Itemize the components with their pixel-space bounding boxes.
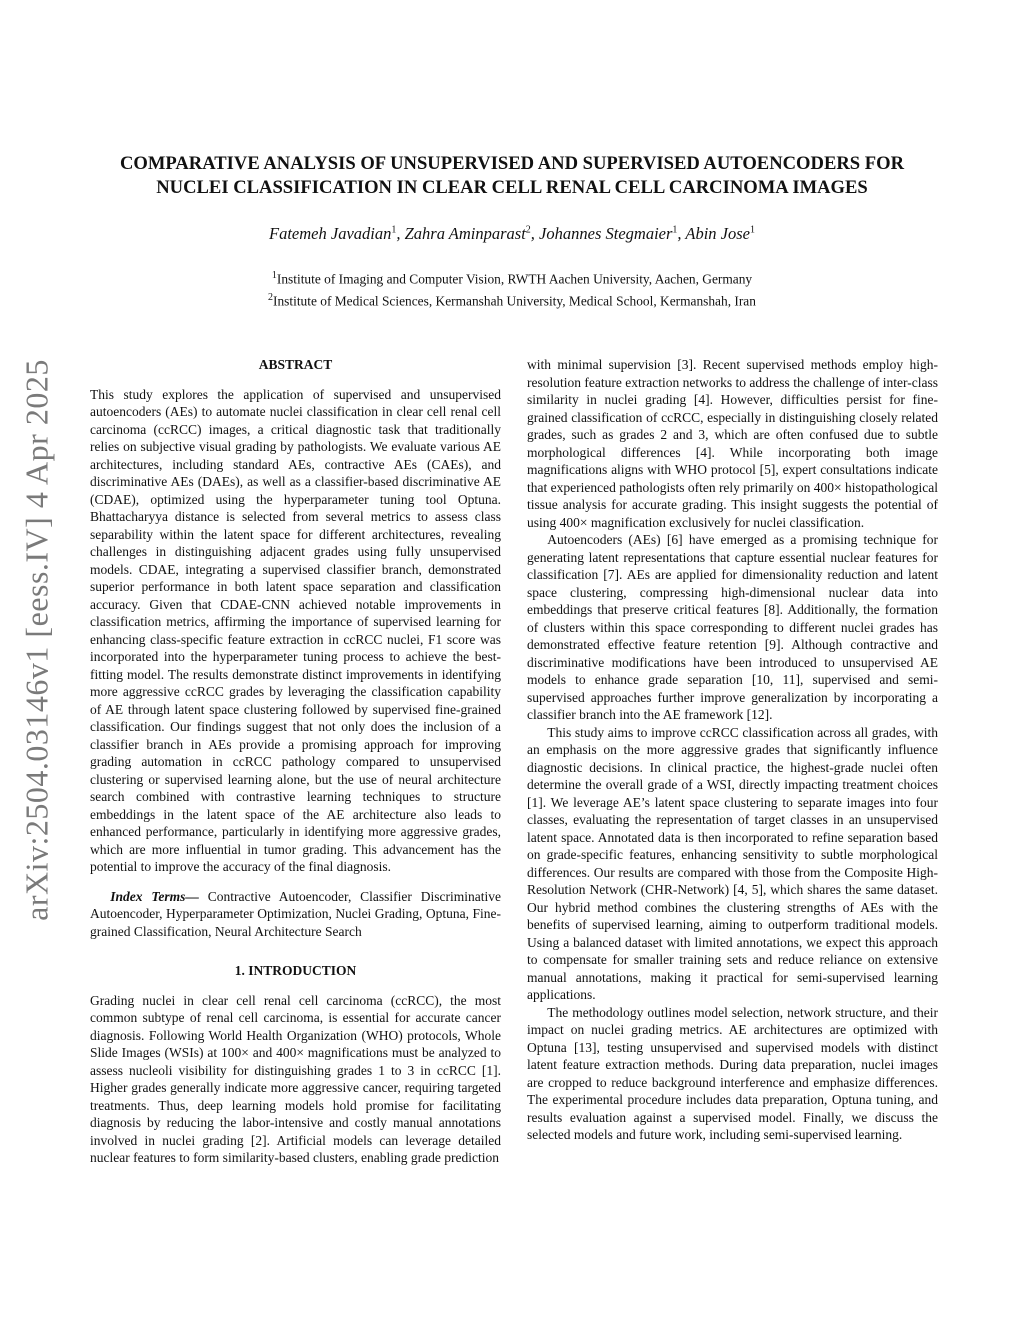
author-separator: , — [677, 224, 686, 243]
introduction-heading: 1. INTRODUCTION — [234, 963, 357, 978]
affiliation-text: Institute of Medical Sciences, Kermanshah University, Medical School, Kermanshah, Iran — [273, 293, 756, 309]
author-affiliation-mark: 2 — [525, 224, 531, 236]
intro-paragraph-3: This study aims to improve ccRCC classification across all grades, with an emphasis on the more aggressive grades that significantly influence diagnostic decisions. In clinical practice, the highest-grade nuclei often determine the overall grade of a WSI, directly impacting treatment choices [1]. We leverage AE’s latent space clustering to separate images into four classes, evaluating the representation of target classes in an unsupervised latent space. Annotated data is then incorporated to refine separation based on grade-specific features, enhancing sensitivity to subtle morphological differences. Our results are compared with those from the Composite High-Resolution Network (CHR-Network) [4, 5], which shares the same dataset. Our hybrid method combines the clustering strengths of AEs with the benefits of supervised learning, aiming to outperform traditional models. Using a balanced dataset with limited annotations, we expect this approach to compensate for smaller training sets and reduce reliance on extensive manual annotations, making it practical for semi-supervised learning applications. — [527, 724, 938, 1002]
author-separator: , — [396, 224, 405, 243]
author-affiliation-mark: 1 — [672, 224, 678, 236]
paper-title — [80, 152, 944, 200]
right-column — [527, 356, 938, 1144]
affiliation-text: Institute of Imaging and Computer Vision, RWTH Aachen University, Aachen, Germany — [276, 271, 753, 287]
left-column — [90, 356, 501, 1167]
intro-paragraph-2: Autoencoders (AEs) [6] have emerged as a promising technique for generating latent representations that capture essential nuclear features for classification [7]. AEs are applied for dimensionality reduction and latent space clustering, compressing high-dimensional nuclear data into embeddings that preserve critical features [8]. Additionally, the formation of clusters within this space corresponding to different nuclei grades has demonstrated effective feature retention [9]. Although contractive and discriminative modifications have been introduced to unsupervised AE models to enhance grade separation [10, 11], supervised and semi-supervised approaches further improve generalization by incorporating a classifier branch into the AE framework [12]. — [527, 532, 938, 722]
title-line-1: COMPARATIVE ANALYSIS OF UNSUPERVISED AND SUPERVISED AUTOENCODERS FOR — [119, 153, 905, 174]
intro-paragraph-1-continued: with minimal supervision [3]. Recent supervised methods employ high-resolution feature extraction networks to address the challenge of inter-class similarity in nuclei grading [4]. However, difficulties persist for fine-grained classification of ccRCC, especially in distinguishing closely related grades, such as grades 2 and 3, which are often confused due to subtle morphological differences [4]. While incorporating both image magnifications aligns with WHO protocol [5], expert consultations indicate that experienced pathologists often rely primarily on 400× histopathological tissue analysis for accurate grading. This insight suggests the potential of using 400× magnification exclusively for nuclei classification. — [527, 357, 939, 530]
abstract-heading: ABSTRACT — [258, 357, 333, 372]
index-terms-label: Index Terms— — [110, 888, 199, 904]
arxiv-identifier: arXiv:2504.03146v1 [eess.IV] 4 Apr 2025 — [18, 359, 55, 921]
intro-paragraph-4: The methodology outlines model selection, network structure, and their impact on nuclei grading metrics. AE architectures are optimized with Optuna [13], testing unsupervised and supervised models with distinct latent feature extraction methods. During data preparation, nuclei images are cropped to reduce background interference and emphasize differences. The experimental procedure includes data preparation, Optuna tuning, and results evaluation against a supervised model. Finally, we discuss the selected models and future work, including semi-supervised learning. — [527, 1004, 938, 1142]
author-name: Zahra Aminparast — [404, 224, 526, 243]
affiliation-2 — [80, 292, 944, 309]
affiliation-number: 1 — [271, 270, 277, 281]
author-affiliation-mark: 1 — [749, 224, 755, 236]
abstract-paragraph: This study explores the application of supervised and unsupervised autoencoders (AEs) to automate nuclei classification in clear cell renal cell carcinoma (ccRCC) images, a critical diagnostic task that traditionally relies on subjective visual grading by pathologists. We evaluate various AE architectures, including standard AEs, contractive AEs (CAEs), and discriminative AEs (DAEs), as well as a classifier-based discriminative AE (CDAE), optimized using the hyperparameter tuning tool Optuna. Bhattacharyya distance is selected from several metrics to assess class separability within the latent space for different architectures, revealing challenges in distinguishing adjacent grades using fully unsupervised models. CDAE, integrating a supervised classifier branch, demonstrated superior performance in both latent space separation and classification accuracy. Given that CDAE-CNN achieved notable improvements in classification metrics, affirming the importance of supervised learning for enhancing class-specific feature extraction in ccRCC nuclei, F1 score was incorporated into the hyperparameter tuning process to achieve the best-fitting model. The results demonstrate distinct improvements in identifying more aggressive ccRCC grades by leveraging the classification capability of AE through latent space clustering followed by supervised fine-grained classification. Our findings suggest that not only does the inclusion of a classifier branch in AEs provide a promising approach for improving grading automation in ccRCC pathology compared to unsupervised clustering or supervised learning alone, but the use of neural architecture search combined with contrastive learning techniques to structure embeddings in the latent space of the AE architecture also leads to enhanced performance, particularly in identifying more aggressive grades, which are more influential in tumor grading. This advancement has the potential to improve the accuracy of the final diagnosis. — [90, 386, 501, 874]
title-line-2: NUCLEI CLASSIFICATION IN CLEAR CELL RENAL CELL CARCINOMA IMAGES — [156, 177, 868, 198]
affiliation-1 — [80, 270, 944, 287]
author-name: Fatemeh Javadian — [269, 224, 392, 243]
index-terms-text: Contractive Autoencoder, Classifier Discriminative Autoencoder, Hyperparameter Optimization, Nuclei Grading, Optuna, Fine-grained Classification, Neural Architecture Search — [90, 888, 501, 939]
author-separator: , — [530, 224, 540, 243]
author-name: Abin Jose — [685, 224, 750, 243]
author-affiliation-mark: 1 — [391, 224, 397, 236]
author-list — [80, 224, 944, 244]
affiliation-number: 2 — [268, 292, 274, 303]
intro-paragraph-1: Grading nuclei in clear cell renal cell carcinoma (ccRCC), the most common subtype of renal cell carcinoma, is essential for accurate cancer diagnosis. Following World Health Organization (WHO) protocols, Whole Slide Images (WSIs) at 100× and 400× magnifications must be analyzed to assess nucleoli visibility for distinguishing grades 1 to 3 in ccRCC [1]. Higher grades generally indicate more aggressive cancer, requiring targeted treatments. Thus, deep learning models hold promise for facilitating diagnosis by reducing the labor-intensive and costly manual annotations involved in nuclei grading [2]. Artificial models can leverage detailed nuclear features to form similarity-based clusters, enabling grade prediction — [90, 992, 501, 1165]
index-terms — [90, 888, 501, 941]
author-name: Johannes Stegmaier — [539, 224, 673, 243]
